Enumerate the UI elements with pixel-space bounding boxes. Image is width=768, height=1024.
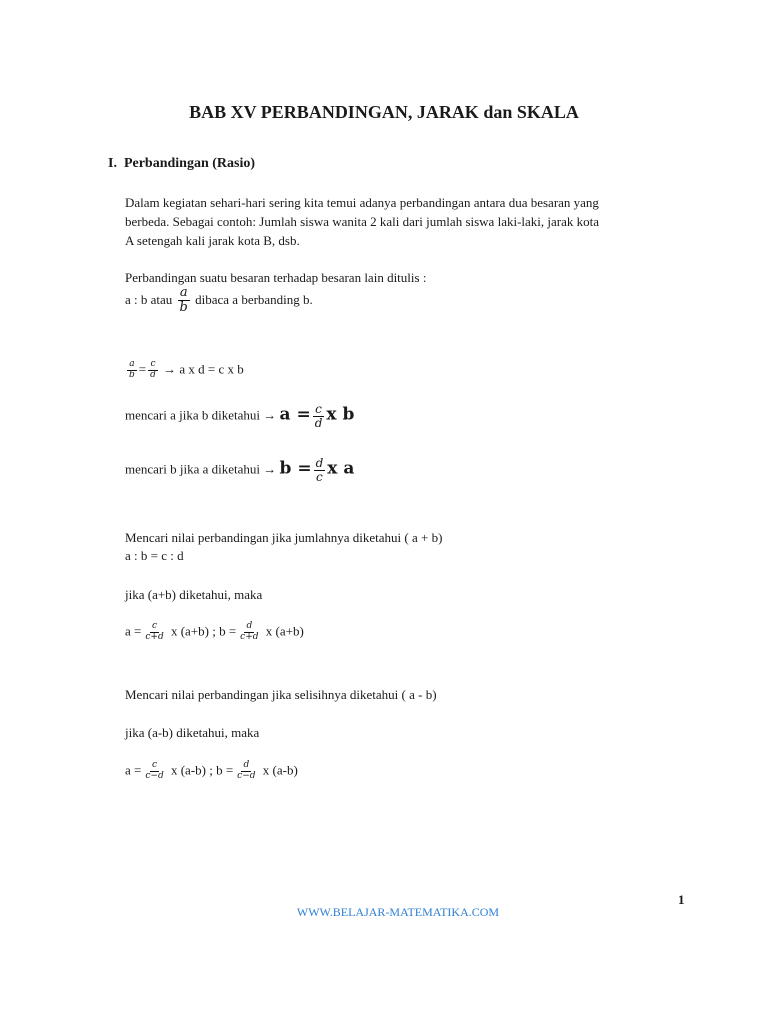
diff-a-fraction xyxy=(143,761,165,782)
sum-b-lhs: b = xyxy=(219,623,237,639)
fraction-numerator: c xyxy=(315,402,322,416)
find-a-lhs: a = xyxy=(279,404,311,425)
fraction-denominator: d xyxy=(150,369,156,380)
sum-heading: Mencari nilai perbandingan jika jumlahnya diketahui ( a + b) xyxy=(125,530,443,545)
fraction-denominator: c xyxy=(316,470,323,485)
proportion-result: → a x d = c x b xyxy=(163,361,244,377)
sum-known: jika (a+b) diketahui, maka xyxy=(125,587,263,602)
section-title: Perbandingan (Rasio) xyxy=(123,156,256,171)
find-b-lhs: b = xyxy=(279,458,312,479)
sum-a-lhs: a = xyxy=(125,623,142,639)
find-b-label: mencari b jika a diketahui → xyxy=(125,461,277,477)
intro-line-1: Dalam kegiatan sehari-hari sering kita temui adanya perbandingan antara dua besaran yang xyxy=(125,195,599,210)
sum-a-fraction xyxy=(143,622,165,643)
fraction-numerator: d xyxy=(315,456,324,470)
fraction-denominator: c−d xyxy=(145,770,164,781)
sum-formulas xyxy=(125,622,304,643)
fraction-a-b xyxy=(127,360,137,381)
ratio-fraction xyxy=(178,286,190,316)
fraction-numerator: c xyxy=(152,621,158,631)
page-number: 1 xyxy=(678,892,685,907)
find-a-rhs: x b xyxy=(326,404,355,425)
fraction-numerator: a xyxy=(179,285,188,300)
diff-formulas xyxy=(125,761,298,782)
diff-heading: Mencari nilai perbandingan jika selisihnya diketahui ( a - b) xyxy=(125,687,437,702)
find-a-formula xyxy=(125,403,354,430)
ratio-expression xyxy=(125,286,313,316)
fraction-numerator: a xyxy=(129,359,135,369)
intro-line-2: berbeda. Sebagai contoh: Jumlah siswa wanita 2 kali dari jumlah siswa laki-laki, jarak kota xyxy=(125,214,600,229)
fraction-numerator: d xyxy=(243,760,250,770)
find-b-rhs: x a xyxy=(327,458,355,479)
find-a-fraction xyxy=(313,403,325,430)
diff-b-rhs: x (a-b) xyxy=(262,762,298,778)
ratio-post: dibaca a berbanding b. xyxy=(195,291,313,307)
diff-a-lhs: a = xyxy=(125,762,142,778)
fraction-denominator: b xyxy=(129,369,135,380)
fraction-denominator: c+d xyxy=(145,631,164,642)
fraction-numerator: d xyxy=(246,621,253,631)
sum-b-rhs: x (a+b) xyxy=(265,623,304,639)
sum-ratio: a : b = c : d xyxy=(125,548,184,563)
fraction-denominator: d xyxy=(314,416,323,431)
diff-b-lhs: b = xyxy=(216,762,234,778)
find-b-fraction xyxy=(314,457,326,484)
diff-a-rhs: x (a-b) ; xyxy=(170,762,213,778)
fraction-numerator: c xyxy=(152,760,158,770)
sum-a-rhs: x (a+b) ; xyxy=(170,623,216,639)
fraction-denominator: c+d xyxy=(240,631,259,642)
find-b-formula xyxy=(125,457,354,484)
fraction-denominator: c−d xyxy=(237,770,256,781)
fraction-c-d xyxy=(148,360,158,381)
section-heading xyxy=(108,156,255,172)
equals-sign: = xyxy=(138,361,147,377)
ratio-pre: a : b atau xyxy=(125,291,173,307)
page-title: BAB XV PERBANDINGAN, JARAK dan SKALA xyxy=(189,102,579,122)
diff-known: jika (a-b) diketahui, maka xyxy=(125,725,260,740)
diff-b-fraction xyxy=(235,761,257,782)
footer-website-link[interactable]: WWW.BELAJAR-MATEMATIKA.COM xyxy=(296,905,500,919)
section-number: I. xyxy=(108,156,117,171)
proportion-formula xyxy=(125,360,244,381)
find-a-label: mencari a jika b diketahui → xyxy=(125,407,277,423)
ratio-definition: Perbandingan suatu besaran terhadap besaran lain ditulis : xyxy=(125,270,427,285)
sum-b-fraction xyxy=(238,622,260,643)
fraction-numerator: c xyxy=(150,359,156,369)
intro-line-3: A setengah kali jarak kota B, dsb. xyxy=(125,233,300,248)
fraction-denominator: b xyxy=(179,300,188,316)
